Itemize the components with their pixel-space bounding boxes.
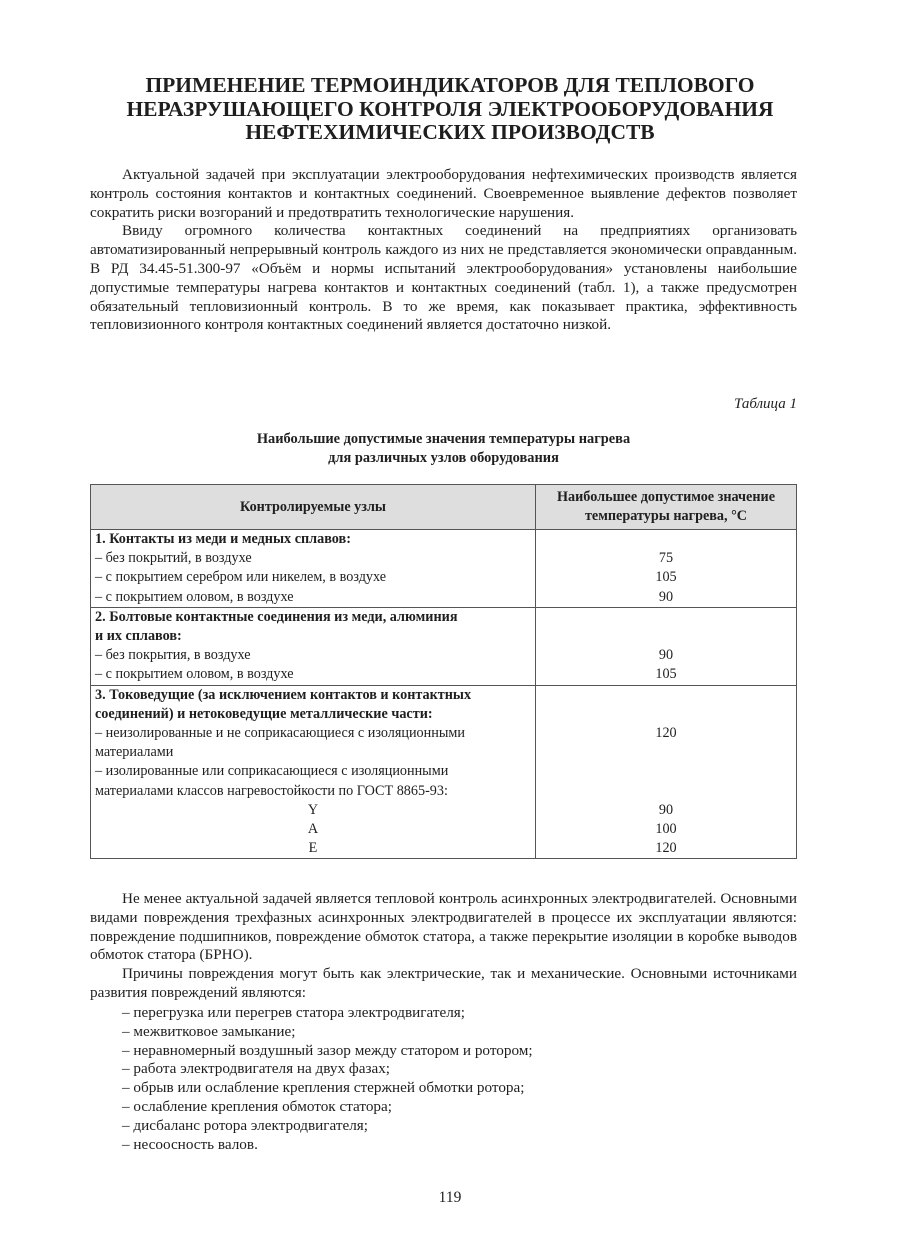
table-row: [91, 646, 797, 665]
table-row: [91, 762, 797, 781]
row-label: – без покрытия, в воздухе: [91, 646, 536, 665]
row-label: – без покрытий, в воздухе: [91, 549, 536, 568]
list-item: – неравномерный воздушный зазор между статором и ротором;: [122, 1041, 533, 1059]
table-row: [91, 820, 797, 839]
class-label: A: [91, 820, 536, 839]
title-line: НЕРАЗРУШАЮЩЕГО КОНТРОЛЯ ЭЛЕКТРООБОРУДОВАНИЯ: [126, 96, 774, 121]
paragraph: Ввиду огромного количества контактных соединений на предприятиях организовать автоматизированный непрерывный контроль каждого из них не представляется экономически оправданным. В РД 34.45-51.300-97 «Объём и нормы испытаний электрооборудования» установлены наибольшие допустимые температуры нагрева контактов и контактных соединений (табл. 1), а также предусмотрен обязательный тепловизионный контроль. В то же время, как показывает практика, эффективность тепловизионного контроля контактных соединений является достаточно низкой.: [90, 222, 797, 334]
row-label: – с покрытием серебром или никелем, в воздухе: [91, 568, 536, 587]
motor-section: [90, 890, 797, 1003]
title-line: ПРИМЕНЕНИЕ ТЕРМОИНДИКАТОРОВ ДЛЯ ТЕПЛОВОГО: [145, 73, 755, 97]
row-value: 120: [536, 839, 797, 859]
class-label: E: [91, 839, 536, 859]
article-title: [90, 74, 810, 145]
row-label: – неизолированные и не соприкасающиеся с изоляционными: [91, 724, 536, 743]
table-header-row: [91, 485, 797, 530]
list-item: – обрыв или ослабление крепления стержней обмотки ротора;: [122, 1079, 525, 1097]
intro-section: [90, 166, 797, 335]
page-number: 119: [438, 1189, 462, 1206]
list-item: – ослабление крепления обмоток статора;: [122, 1097, 392, 1115]
caption-line: для различных узлов оборудования: [328, 450, 559, 466]
paragraph: Актуальной задачей при эксплуатации электрооборудования нефтехимических производств является контроль состояния контактов и контактных соединений. Своевременное выявление дефектов позволяет сократить риски возгораний и предотвратить технологические нарушения.: [90, 166, 797, 221]
paragraph: Не менее актуальной задачей является тепловой контроль асинхронных электродвигателей. Основными видами повреждения трехфазных асинхронных электродвигателей в процессе их эксплуатации являются: повреждение подшипников, повреждение обмоток статора, а также перекрытие изоляции в коробке выводов обмоток статора (БРНО).: [90, 890, 797, 964]
row-label: материалами классов нагревостойкости по ГОСТ 8865-93:: [91, 782, 536, 801]
header-max-temperature: Наибольшее допустимое значение температуры нагрева, °C: [536, 485, 797, 530]
row-value: 120: [536, 724, 797, 743]
table-row: [91, 549, 797, 568]
row-label: материалами: [91, 743, 536, 762]
class-label: Y: [91, 801, 536, 820]
group-title: 1. Контакты из меди и медных сплавов:: [91, 530, 536, 550]
title-line: НЕФТЕХИМИЧЕСКИХ ПРОИЗВОДСТВ: [245, 120, 655, 144]
list-item: – несоосность валов.: [122, 1135, 258, 1153]
table-caption: [90, 430, 797, 468]
row-value: 90: [536, 801, 797, 820]
caption-line: Наибольшие допустимые значения температуры нагрева: [256, 431, 631, 447]
table-row: [91, 665, 797, 685]
table-row: [91, 607, 797, 627]
list-item: – работа электродвигателя на двух фазах;: [122, 1060, 391, 1078]
group-title: соединений) и нетоковедущие металлические части:: [91, 705, 536, 724]
table-row: [91, 705, 797, 724]
list-item: – дисбаланс ротора электродвигателя;: [122, 1116, 368, 1134]
paragraph: Причины повреждения могут быть как электрические, так и механические. Основными источниками развития повреждений являются:: [90, 965, 797, 1001]
table-row: [91, 588, 797, 608]
row-value: 100: [536, 820, 797, 839]
table-row: [91, 627, 797, 646]
table-row: [91, 839, 797, 859]
group-title: и их сплавов:: [91, 627, 536, 646]
table-row: [91, 801, 797, 820]
group-title: 3. Токоведущие (за исключением контактов и контактных: [91, 685, 536, 705]
list-item: – перегрузка или перегрев статора электродвигателя;: [122, 1004, 466, 1021]
group-title: 2. Болтовые контактные соединения из меди, алюминия: [91, 607, 536, 627]
row-value: 90: [536, 646, 797, 665]
table-row: [91, 685, 797, 705]
row-value: 90: [536, 588, 797, 608]
list-item: – межвитковое замыкание;: [122, 1022, 296, 1040]
table-row: [91, 782, 797, 801]
causes-list: [122, 1004, 533, 1154]
row-label: – с покрытием оловом, в воздухе: [91, 588, 536, 608]
row-label: – с покрытием оловом, в воздухе: [91, 665, 536, 685]
row-label: – изолированные или соприкасающиеся с изоляционными: [91, 762, 536, 781]
table-row: [91, 568, 797, 587]
table-label: Таблица 1: [734, 396, 797, 412]
row-value: 105: [536, 568, 797, 587]
row-value: 105: [536, 665, 797, 685]
header-controlled-units: Контролируемые узлы: [91, 485, 536, 530]
temperature-table: [90, 484, 797, 859]
table-row: [91, 530, 797, 550]
table-row: [91, 724, 797, 743]
table-row: [91, 743, 797, 762]
row-value: 75: [536, 549, 797, 568]
